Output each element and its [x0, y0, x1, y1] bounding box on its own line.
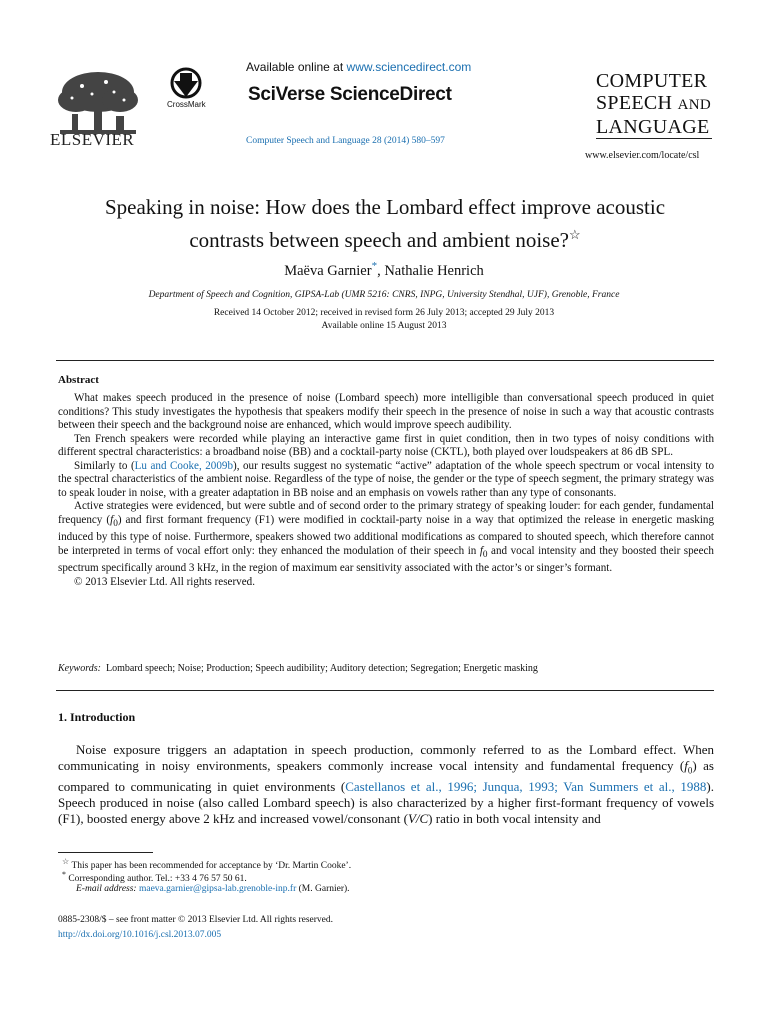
authors: Maëva Garnier*, Nathalie Henrich	[284, 260, 484, 279]
journal-url[interactable]: www.elsevier.com/locate/csl	[585, 150, 700, 161]
journal-logo-line1: COMPUTER	[596, 70, 708, 92]
abstract-body	[58, 392, 714, 589]
available-prefix: Available online at	[246, 60, 347, 74]
author-2: Nathalie Henrich	[384, 262, 484, 279]
citation-link[interactable]: Lu and Cooke, 2009b	[134, 459, 233, 472]
footnote-corresponding: * Corresponding author. Tel.: +33 4 76 57 50 61.	[62, 870, 247, 885]
section-heading: 1. Introduction	[58, 710, 136, 724]
journal-logo-line3: LANGUAGE	[596, 116, 710, 138]
citation-link[interactable]: Castellanos et al., 1996; Junqua, 1993; Van Summers et al., 1988	[345, 778, 707, 794]
abstract-paragraph: Similarly to (Lu and Cooke, 2009b), our results suggest no systematic “active” adaptation of the whole speech spectrum or vocal intensity to the spectral characteristics of the ambient noise. Regardless of the type of noise, the gender or the type of speech segment, the primary strategy was to speak louder in noise, with a greater adaptation in BB noise and an emphasis on vowels rather than any type of consonants.	[58, 459, 714, 499]
available-online	[246, 60, 471, 74]
title-line2: contrasts between speech and ambient noise?☆	[189, 227, 581, 252]
author-1: Maëva Garnier	[284, 262, 372, 279]
divider-top	[56, 360, 714, 361]
journal-logo	[596, 70, 711, 138]
publisher-name: ELSEVIER	[50, 130, 135, 149]
crossmark-label: CrossMark	[167, 100, 206, 109]
keywords-list: Lombard speech; Noise; Production; Speech audibility; Auditory detection; Segregation; Energetic masking	[105, 663, 538, 674]
journal-reference[interactable]: Computer Speech and Language 28 (2014) 580–597	[246, 136, 445, 146]
introduction-body	[58, 742, 714, 827]
abstract-heading: Abstract	[58, 374, 99, 386]
dates-received: Received 14 October 2012; received in revised form 26 July 2013; accepted 29 July 2013	[213, 308, 555, 318]
article-title	[40, 194, 730, 254]
doi-link[interactable]: http://dx.doi.org/10.1016/j.csl.2013.07.005	[58, 930, 222, 940]
journal-logo-line2: SPEECH AND	[596, 92, 711, 114]
intro-paragraph: Noise exposure triggers an adaptation in speech production, commonly referred to as the Lombard effect. When communicating in noisy environments, speakers commonly increase vocal intensity and fundamental frequency $(f_0)$ as compared to communicating in quiet environments (Castellanos et al., 1996; Junqua, 1993; Van Summers et al., 1988). Speech produced in noise (also called Lombard speech) is also characterized by a higher first-formant frequency of vowels (F1), boosted energy above 2 kHz and increased vowel/consonant (V/C) ratio in both vocal intensity and	[58, 742, 715, 826]
abstract-paragraph: What makes speech produced in the presence of noise (Lombard speech) more intelligible than conversational speech produced in quiet conditions? This study investigates the hypothesis that speakers modify their speech in the presence of noise in such a way that acoustic contrasts between their speech and the background noise are enhanced, which would improve speech audibility.	[58, 392, 714, 431]
article-dates	[0, 307, 768, 333]
title-line1: Speaking in noise: How does the Lombard effect improve acoustic	[104, 195, 666, 219]
footnote-recommendation: ☆ This paper has been recommended for acceptance by ‘Dr. Martin Cooke’.	[62, 857, 352, 872]
abstract-paragraph: Ten French speakers were recorded while playing an interactive game first in quiet condition, then in two types of noisy conditions with different spectral characteristics: a broadband noise (BB) and a cocktail-party noise (CKTL), both played over loudspeakers at 86 dB SPL.	[58, 432, 714, 458]
footnote-email: E-mail address: maeva.garnier@gipsa-lab.grenoble-inp.fr (M. Garnier).	[76, 884, 350, 894]
keywords-label: Keywords:	[58, 663, 101, 674]
issn-line: 0885-2308/$ – see front matter © 2013 Elsevier Ltd. All rights reserved.	[58, 915, 334, 925]
email-link[interactable]: maeva.garnier@gipsa-lab.grenoble-inp.fr	[138, 884, 297, 894]
abstract-copyright: © 2013 Elsevier Ltd. All rights reserved.	[74, 575, 255, 588]
corresponding-mark[interactable]: *	[371, 260, 378, 272]
keywords	[58, 663, 538, 674]
sciencedirect-link[interactable]: www.sciencedirect.com	[346, 60, 472, 74]
dates-online: Available online 15 August 2013	[321, 321, 447, 331]
platform-name: SciVerse ScienceDirect	[248, 84, 452, 105]
title-footnote-mark[interactable]: ☆	[568, 227, 581, 242]
footnote-rule	[58, 852, 153, 853]
divider-bottom	[56, 690, 714, 691]
abstract-paragraph: Active strategies were evidenced, but were subtle and of second order to the primary strategy of speaking louder: for each gender, fundamental frequency $(f_0)$ and first formant frequency (F1) were modified in cocktail-party noise in a way that optimized the release in energetic masking induced by this type of noise. Furthermore, speakers showed two additional modifications as compared to shouted speech, which therefore cannot be interpreted in terms of vocal effort only: they enhanced the modulation of their speech in $f_0$ and vocal intensity and they boosted their speech spectrum specifically around 3 kHz, in the region of maximum ear sensitivity associated with the actor’s or singer’s formant.	[58, 500, 715, 575]
journal-logo-rule	[596, 138, 712, 139]
affiliation: Department of Speech and Cognition, GIPSA-Lab (UMR 5216: CNRS, INPG, University Stendhal, UJF), Grenoble, France	[148, 290, 620, 300]
